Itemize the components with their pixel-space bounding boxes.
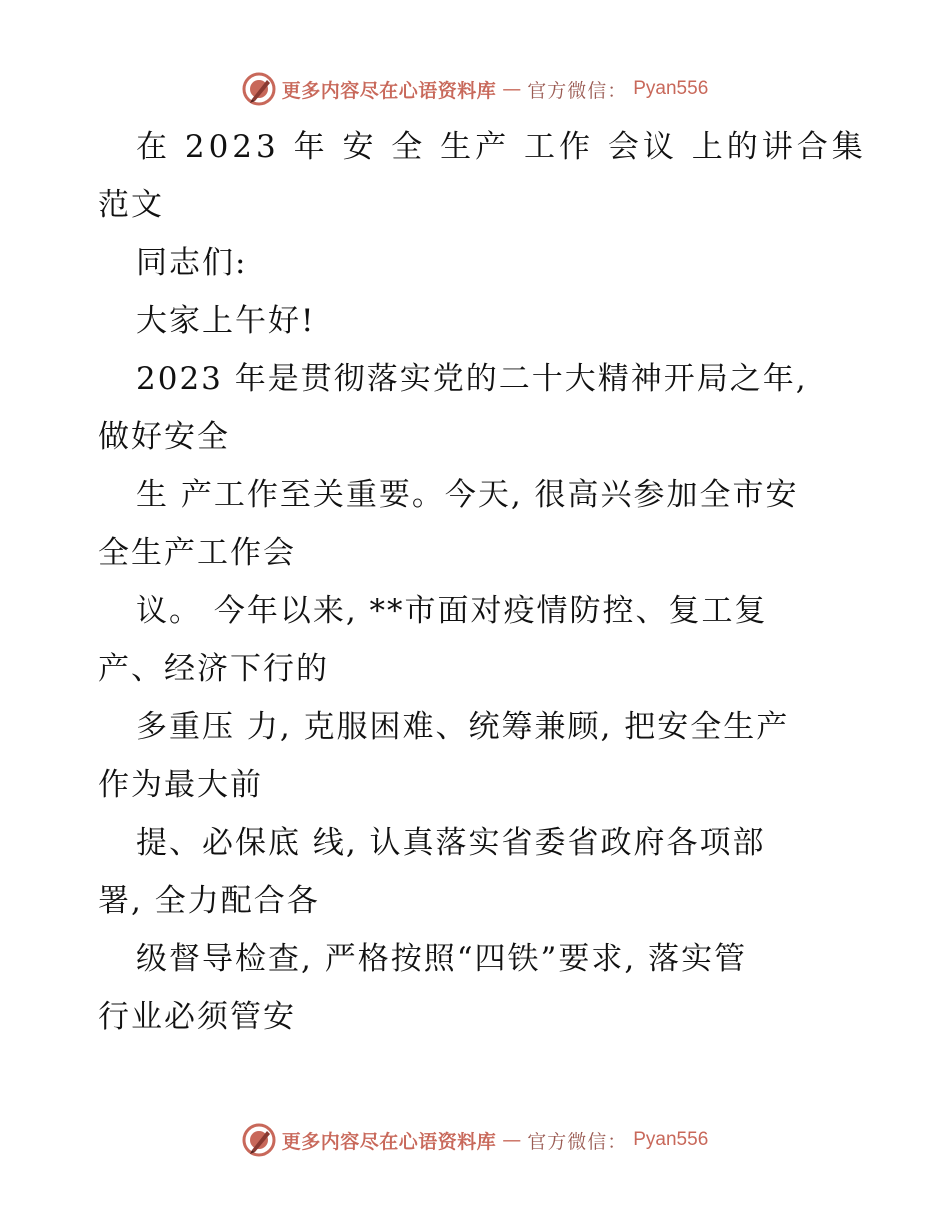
document-text-line: 多重压 力, 克服困难、统筹兼顾, 把安全生产 <box>136 709 790 745</box>
watermark-dash: — <box>502 1129 522 1151</box>
footer-watermark <box>0 1123 950 1157</box>
watermark-dash: — <box>502 78 522 100</box>
document-body <box>98 118 867 1046</box>
document-text-line: 产、经济下行的 <box>98 651 329 687</box>
document-title-line: 在 2023 年 安 全 生产 工作 会议 上的讲合集 <box>136 129 867 165</box>
document-text-line: 大家上午好! <box>136 303 316 339</box>
pen-logo-icon <box>242 72 276 106</box>
document-text-line: 2023 年是贯彻落实党的二十大精神开局之年, <box>136 361 808 397</box>
watermark-main-text: 更多内容尽在心语资料库 <box>281 1130 497 1153</box>
watermark-wechat-label: 官方微信： <box>527 79 628 102</box>
header-watermark <box>0 72 950 106</box>
document-text-line: 行业必须管安 <box>98 999 296 1035</box>
pen-logo-icon <box>242 1123 276 1157</box>
document-text-line: 生 产工作至关重要。今天, 很高兴参加全市安 <box>136 477 799 513</box>
watermark-wechat-id: Pyan556 <box>633 78 709 99</box>
document-text-line: 署, 全力配合各 <box>98 883 320 919</box>
document-text-line: 全生产工作会 <box>98 535 296 571</box>
document-text-line: 作为最大前 <box>98 767 263 803</box>
watermark-wechat-id: Pyan556 <box>633 1129 709 1150</box>
document-text-line: 做好安全 <box>98 419 230 455</box>
document-text-line: 同志们: <box>136 245 248 281</box>
watermark-main-text: 更多内容尽在心语资料库 <box>281 79 497 102</box>
document-text-line: 议。 今年以来, **市面对疫情防控、复工复 <box>136 593 768 629</box>
document-text-line: 提、必保底 线, 认真落实省委省政府各项部 <box>136 825 766 861</box>
document-text-line: 级督导检查, 严格按照“四铁”要求, 落实管 <box>136 941 748 977</box>
document-text-line: 范文 <box>98 187 164 223</box>
watermark-wechat-label: 官方微信： <box>527 1130 628 1153</box>
